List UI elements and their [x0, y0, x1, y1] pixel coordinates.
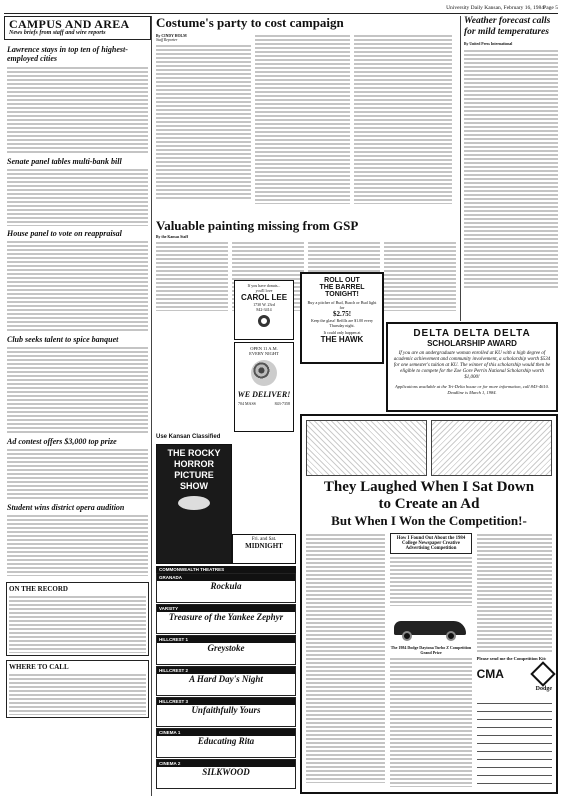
rocky-title4: SHOW — [180, 481, 208, 491]
where-to-call-title: WHERE TO CALL — [9, 663, 69, 671]
dodge-headline-3: But When I Won the Competition!- — [331, 513, 527, 528]
dodge-headline-1: They Laughed When I Sat Down — [323, 479, 535, 495]
carol-lee-name: CAROL LEE — [240, 293, 288, 302]
hawk-line1: ROLL OUT — [324, 277, 360, 284]
dodge-logos — [477, 665, 552, 683]
dodge-cartoon-right — [431, 420, 552, 476]
dodge-competition-ad — [300, 414, 558, 794]
movie-listing — [156, 697, 296, 727]
movie-title: SILKWOOD — [202, 767, 250, 777]
story-headline-ad-contest: Ad contest offers $3,000 top prize — [7, 437, 117, 446]
delta-scholarship-ad — [386, 322, 558, 412]
rocky-title3: PICTURE — [174, 470, 214, 480]
painting-body-col4 — [384, 241, 456, 311]
movie-title: Treasure of the Yankee Zephyr — [168, 612, 284, 622]
movie-listings-header: COMMONWEALTH THEATRES — [156, 566, 296, 573]
movie-title: Educating Rita — [197, 736, 255, 746]
dodge-cartoon-left — [306, 420, 427, 476]
weather-headline: Weather forecast calls for mild temperatures — [464, 16, 551, 37]
hawk-refill: Keep the glass! Refills are $1.00 every Thursday night. — [310, 318, 374, 328]
movie-title: Unfaithfully Yours — [191, 705, 261, 715]
story-body-employment — [7, 66, 148, 154]
hawk-bar-ad — [300, 272, 384, 364]
on-the-record-box — [6, 582, 149, 656]
dodge-box-title: How I Found Out About the 1984 College Newspaper Creative Advertising Competition — [390, 533, 471, 554]
campus-area-column — [4, 16, 152, 796]
kansan-classified-banner — [156, 434, 296, 444]
costume-byline: By CINDY HOLM — [156, 34, 187, 38]
movie-theater-name: GRANADA — [157, 574, 295, 581]
movie-theater-name: HILLCREST 3 — [157, 698, 295, 705]
story-headline-banquet: Club seeks talent to spice banquet — [7, 335, 119, 344]
dodge-body-col2b — [390, 657, 471, 787]
movie-listing — [156, 635, 296, 665]
where-to-call-body — [9, 673, 146, 715]
story-headline-employment: Lawrence stays in top ten of highest-employed cities — [7, 45, 128, 63]
pizza-icon — [251, 360, 277, 386]
story-body-ad-contest — [7, 448, 148, 500]
rocky-horror-ad — [156, 444, 232, 564]
rocky-title1: THE ROCKY — [167, 448, 221, 458]
movie-listing — [156, 728, 296, 758]
carol-lee-donuts-ad — [234, 280, 294, 340]
rocky-date: Fri. and Sat. — [251, 537, 277, 542]
dodge-car-image — [390, 609, 471, 645]
movie-title: Greystoke — [207, 643, 245, 653]
dodge-body-col2 — [390, 556, 471, 606]
hawk-price: $2.75! — [332, 310, 352, 318]
campus-section-banner — [4, 16, 151, 40]
carol-lee-address: 1730 W. 23rd — [253, 302, 275, 307]
hawk-body: Buy a pitcher of Bud, Busch or Bud light for — [307, 300, 377, 310]
on-the-record-title: ON THE RECORD — [9, 585, 68, 593]
deliver-line1: OPEN 11 A.M. — [250, 346, 278, 351]
where-to-call-box — [6, 660, 149, 718]
cma-logo: CMA — [476, 667, 504, 681]
story-headline-multibank: Senate panel tables multi-bank bill — [7, 157, 122, 166]
weather-byline: By United Press International — [464, 42, 513, 46]
hawk-name: THE HAWK — [320, 335, 364, 344]
weather-body — [464, 49, 558, 289]
page-number: Page 5 — [543, 5, 558, 11]
costume-headline: Costume's party to cost campaign — [156, 16, 344, 30]
dodge-body-col1 — [306, 533, 385, 783]
movie-theater-name: CINEMA 1 — [157, 729, 295, 736]
costume-body-col1 — [156, 44, 251, 199]
publication-line: University Daily Kansan, February 16, 1984 — [446, 5, 544, 11]
story-body-multibank — [7, 168, 148, 226]
carol-lee-phone: 842-3414 — [256, 307, 272, 312]
carol-lee-line1: If you have donuts... — [247, 283, 281, 288]
movie-listing — [156, 573, 296, 603]
movie-listing — [156, 666, 296, 696]
dodge-form-head: Please send me the Competition Kit: — [476, 656, 547, 661]
deliver-main: WE DELIVER! — [237, 390, 291, 399]
painting-byline: By the Kansas Staff — [156, 235, 188, 239]
movie-listings-column — [156, 566, 296, 794]
story-body-opera — [7, 514, 148, 576]
weather-story — [460, 16, 558, 321]
dodge-car-caption: The 1984 Dodge Daytona Turbo Z Competition Grand Prize — [390, 645, 472, 655]
dodge-wordmark: Dodge — [535, 686, 552, 692]
painting-headline: Valuable painting missing from GSP — [156, 218, 359, 233]
movie-listing — [156, 604, 296, 634]
delta-title: DELTA DELTA DELTA — [413, 328, 531, 339]
movie-listing — [156, 759, 296, 789]
dodge-form-lines — [477, 696, 552, 786]
movie-theater-name: CINEMA 2 — [157, 760, 295, 767]
delta-subtitle: SCHOLARSHIP AWARD — [427, 339, 517, 348]
campus-section-subtitle: News briefs from staff and wire reports — [9, 30, 106, 36]
story-body-reappraisal — [7, 240, 148, 332]
deliver-address: 704 MASS — [238, 401, 256, 406]
movie-theater-name: HILLCREST 1 — [157, 636, 295, 643]
rocky-time: MIDNIGHT — [245, 542, 283, 550]
story-body-banquet — [7, 346, 148, 434]
campus-section-title: CAMPUS AND AREA — [9, 17, 130, 31]
hawk-only: It could only happen at — [323, 330, 361, 335]
costume-story — [156, 16, 456, 216]
dodge-logo — [530, 661, 555, 686]
movie-title: A Hard Day's Night — [189, 674, 263, 684]
hawk-line2: THE BARREL — [319, 284, 365, 291]
story-headline-reappraisal: House panel to vote on reappraisal — [7, 229, 122, 238]
deliver-line2: EVERY NIGHT — [249, 351, 279, 356]
costume-body-col2 — [255, 34, 350, 204]
rocky-lips-icon — [178, 496, 210, 510]
dodge-body-col3 — [477, 533, 552, 653]
costume-body-col3 — [354, 34, 452, 204]
classified-label: Use Kansan Classified — [156, 434, 221, 440]
hawk-line3: TONIGHT! — [325, 291, 359, 298]
rocky-title2: HORROR — [174, 459, 214, 469]
donut-icon — [258, 315, 270, 327]
painting-body-col1 — [156, 241, 228, 311]
we-deliver-ad — [234, 342, 294, 432]
newspaper-page — [4, 4, 558, 796]
story-headline-opera: Student wins district opera audition — [7, 503, 125, 512]
on-the-record-body — [9, 595, 146, 653]
carol-lee-line2: you'll love — [255, 288, 273, 293]
movie-title: Rockula — [210, 581, 242, 591]
deliver-phone: 843-7358 — [274, 401, 290, 406]
rocky-showtime-box — [232, 534, 296, 564]
movie-theater-name: HILLCREST 2 — [157, 667, 295, 674]
delta-body: If you are an undergraduate woman enrolled at KU with a high degree of academic achievement and community involvement, a scholarship worth $534 for one semester's tuition at KU. The winner of this scholarship would then be eligible to compete for the Zoe Gore Perrin National Scholarship worth $1,000! — [393, 351, 551, 380]
costume-byline-role: Staff Reporter — [156, 38, 178, 42]
delta-footer: Applications available at the Tri-Delta house or for more information, call 843-4610. Deadline is March 1, 1984. — [395, 384, 549, 395]
page-header — [4, 4, 558, 14]
movie-theater-name: VARSITY — [157, 605, 295, 612]
dodge-headline-2: to Create an Ad — [378, 496, 480, 512]
